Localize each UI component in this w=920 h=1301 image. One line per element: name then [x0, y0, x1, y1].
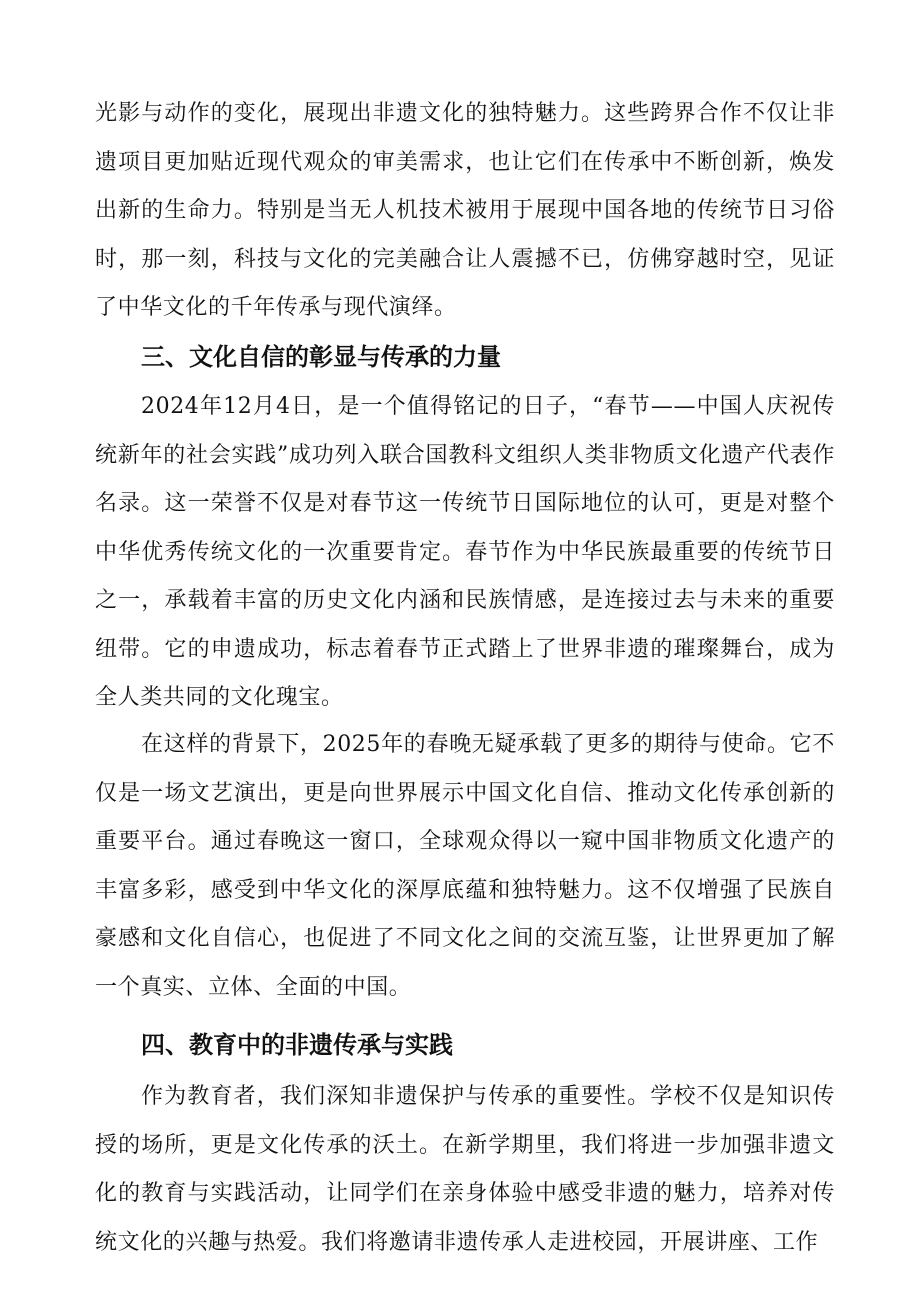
section-heading-3: 三、文化自信的彰显与传承的力量 [141, 343, 501, 371]
paragraph-text: 2024年12月4日，是一个值得铭记的日子，“春节——中国人庆祝传统新年的社会实践”成功列入联合国教科文组织人类非物质文化遗产代表作名录。这一荣誉不仅是对春节这一传统节日国际地位的认可，更是对整个中华优秀传统文化的一次重要肯定。春节作为中华民族最重要的传统节日之一，承载着丰富的历史文化内涵和民族情感，是连接过去与未来的重要纽带。它的申遗成功，标志着春节正式踏上了世界非遗的璀璨舞台，成为全人类共同的文化瑰宝。 [95, 394, 835, 710]
section-heading [95, 337, 835, 377]
body-paragraph [95, 721, 835, 1012]
body-paragraph [95, 1073, 835, 1267]
body-paragraph [95, 383, 835, 723]
body-paragraph [95, 90, 835, 333]
paragraph-text: 光影与动作的变化，展现出非遗文化的独特魅力。这些跨界合作不仅让非遗项目更加贴近现代观众的审美需求，也让它们在传承中不断创新，焕发出新的生命力。特别是当无人机技术被用于展现中国各地的传统节日习俗时，那一刻，科技与文化的完美融合让人震撼不已，仿佛穿越时空，见证了中华文化的千年传承与现代演绎。 [95, 101, 835, 320]
section-heading [95, 1025, 835, 1065]
section-heading-4: 四、教育中的非遗传承与实践 [141, 1031, 453, 1059]
paragraph-text: 在这样的背景下，2025年的春晚无疑承载了更多的期待与使命。它不仅是一场文艺演出，更是向世界展示中国文化自信、推动文化传承创新的重要平台。通过春晚这一窗口，全球观众得以一窥中国非物质文化遗产的丰富多彩，感受到中华文化的深厚底蕴和独特魅力。这不仅增强了民族自豪感和文化自信心，也促进了不同文化之间的交流互鉴，让世界更加了解一个真实、立体、全面的中国。 [95, 732, 835, 1000]
paragraph-text: 作为教育者，我们深知非遗保护与传承的重要性。学校不仅是知识传授的场所，更是文化传承的沃土。在新学期里，我们将进一步加强非遗文化的教育与实践活动，让同学们在亲身体验中感受非遗的魅力，培养对传统文化的兴趣与热爱。我们将邀请非遗传承人走进校园，开展讲座、工作 [95, 1084, 835, 1255]
